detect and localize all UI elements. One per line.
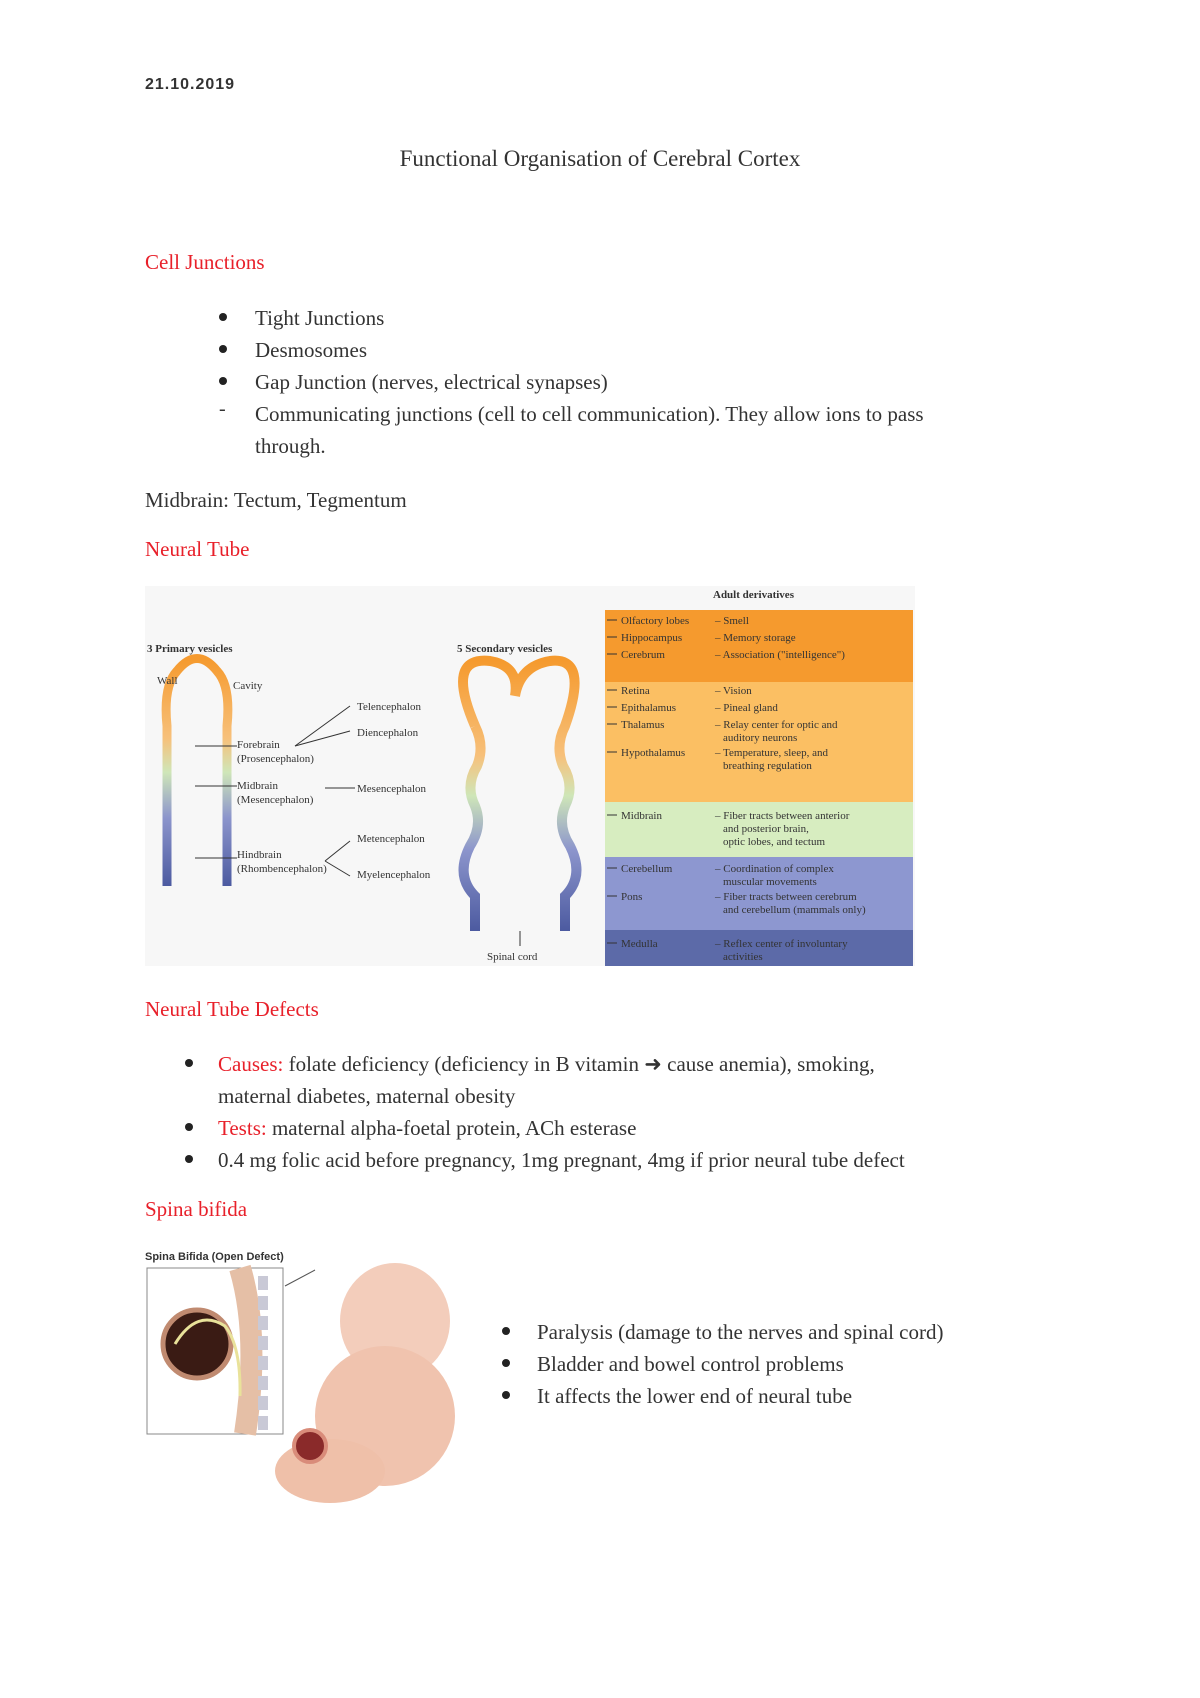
derivative-function: and cerebellum (mammals only)	[723, 904, 866, 916]
primary-header: 3 Primary vesicles	[147, 643, 233, 655]
sac	[163, 1310, 231, 1378]
derivative-function: auditory neurons	[723, 732, 798, 744]
hindbrain-label: Hindbrain	[237, 849, 282, 861]
lesion	[294, 1430, 326, 1462]
document-date: 21.10.2019	[145, 76, 236, 93]
derivative-structure: Thalamus	[621, 719, 665, 731]
spinal-cord-label: Spinal cord	[487, 951, 538, 963]
list-item: Gap Junction (nerves, electrical synapses)	[255, 370, 608, 394]
secondary-header: 5 Secondary vesicles	[457, 643, 553, 655]
cell-junctions-heading: Cell Junctions	[145, 250, 265, 274]
bullet-icon	[219, 377, 227, 385]
arrow-right-icon: ➜	[644, 1052, 662, 1076]
figure-title: Spina Bifida (Open Defect)	[145, 1251, 284, 1263]
tests-label: Tests:	[218, 1116, 267, 1140]
mesencephalon-primary-label: (Mesencephalon)	[237, 794, 314, 806]
causes-label: Causes:	[218, 1052, 284, 1076]
derivative-function: – Pineal gland	[715, 702, 778, 714]
derivative-function: – Vision	[715, 685, 752, 697]
neural-tube-figure	[145, 586, 915, 966]
midbrain-primary-label: Midbrain	[237, 780, 278, 792]
list-item	[218, 1112, 636, 1144]
tests-text: maternal alpha-foetal protein, ACh esterase	[271, 1116, 637, 1140]
list-item: Tight Junctions	[255, 306, 385, 330]
list-item: Desmosomes	[255, 338, 367, 362]
list-item: Bladder and bowel control problems	[537, 1352, 844, 1376]
inset-pointer	[285, 1270, 315, 1286]
derivative-function: optic lobes, and tectum	[723, 836, 826, 848]
metencephalon-label: Metencephalon	[357, 833, 425, 845]
forebrain-label: Forebrain	[237, 739, 280, 751]
bullet-icon	[185, 1123, 193, 1131]
derivative-structure: Retina	[621, 685, 650, 697]
derivative-function: – Memory storage	[715, 632, 796, 644]
spina-bifida-figure	[145, 1246, 475, 1516]
ntd-heading: Neural Tube Defects	[145, 997, 319, 1021]
derivative-function: – Coordination of complex	[715, 863, 834, 875]
neural-tube-heading: Neural Tube	[145, 537, 250, 561]
list-item	[218, 1048, 875, 1080]
bullet-icon	[502, 1327, 510, 1335]
causes-text-after: cause anemia), smoking,	[667, 1052, 875, 1076]
bullet-icon	[502, 1391, 510, 1399]
derivative-structure: Olfactory lobes	[621, 615, 690, 627]
spina-bifida-heading: Spina bifida	[145, 1197, 248, 1221]
derivative-function: activities	[723, 951, 763, 963]
spine-tissue	[240, 1268, 251, 1434]
bullet-icon	[185, 1059, 193, 1067]
rhombencephalon-label: (Rhombencephalon)	[237, 863, 327, 875]
derivative-structure: Epithalamus	[621, 702, 676, 714]
bullet-icon	[219, 345, 227, 353]
bullet-icon	[219, 313, 227, 321]
derivative-structure: Cerebrum	[621, 649, 665, 661]
adult-derivatives-header: Adult derivatives	[713, 589, 794, 601]
cavity-label: Cavity	[233, 680, 263, 692]
list-item: It affects the lower end of neural tube	[537, 1384, 853, 1408]
derivative-function: – Fiber tracts between cerebrum	[715, 891, 857, 903]
derivative-function: muscular movements	[723, 876, 817, 888]
baby-legs	[275, 1439, 385, 1503]
derivative-function: and posterior brain,	[723, 823, 809, 835]
derivative-function: – Temperature, sleep, and	[715, 747, 828, 759]
causes-text: folate deficiency (deficiency in B vitamin	[288, 1052, 640, 1076]
diencephalon-label: Diencephalon	[357, 727, 419, 739]
derivative-structure: Cerebellum	[621, 863, 673, 875]
page-title: Functional Organisation of Cerebral Cortex	[399, 146, 801, 171]
list-item-continuation: through.	[255, 434, 326, 458]
list-item: Communicating junctions (cell to cell communication). They allow ions to pass	[255, 402, 924, 426]
derivative-function: – Relay center for optic and	[715, 719, 838, 731]
dash-icon: -	[219, 398, 226, 420]
wall-label: Wall	[157, 675, 178, 687]
derivative-structure: Medulla	[621, 938, 658, 950]
derivative-structure: Hypothalamus	[621, 747, 686, 759]
bullet-icon	[502, 1359, 510, 1367]
derivative-function: – Fiber tracts between anterior	[715, 810, 850, 822]
myelencephalon-label: Myelencephalon	[357, 869, 431, 881]
derivative-structure: Midbrain	[621, 810, 662, 822]
derivative-function: – Reflex center of involuntary	[715, 938, 848, 950]
derivative-structure: Pons	[621, 891, 643, 903]
midbrain-line: Midbrain: Tectum, Tegmentum	[145, 488, 407, 512]
list-item: 0.4 mg folic acid before pregnancy, 1mg pregnant, 4mg if prior neural tube defect	[218, 1148, 905, 1172]
list-item: Paralysis (damage to the nerves and spinal cord)	[537, 1320, 944, 1344]
prosencephalon-label: (Prosencephalon)	[237, 753, 314, 765]
bullet-icon	[185, 1155, 193, 1163]
derivative-function: breathing regulation	[723, 760, 812, 772]
derivative-function: – Smell	[715, 615, 749, 627]
telencephalon-label: Telencephalon	[357, 701, 421, 713]
list-item-continuation: maternal diabetes, maternal obesity	[218, 1084, 516, 1108]
mesencephalon-label: Mesencephalon	[357, 783, 427, 795]
derivative-structure: Hippocampus	[621, 632, 683, 644]
derivative-function: – Association ("intelligence")	[715, 649, 845, 661]
